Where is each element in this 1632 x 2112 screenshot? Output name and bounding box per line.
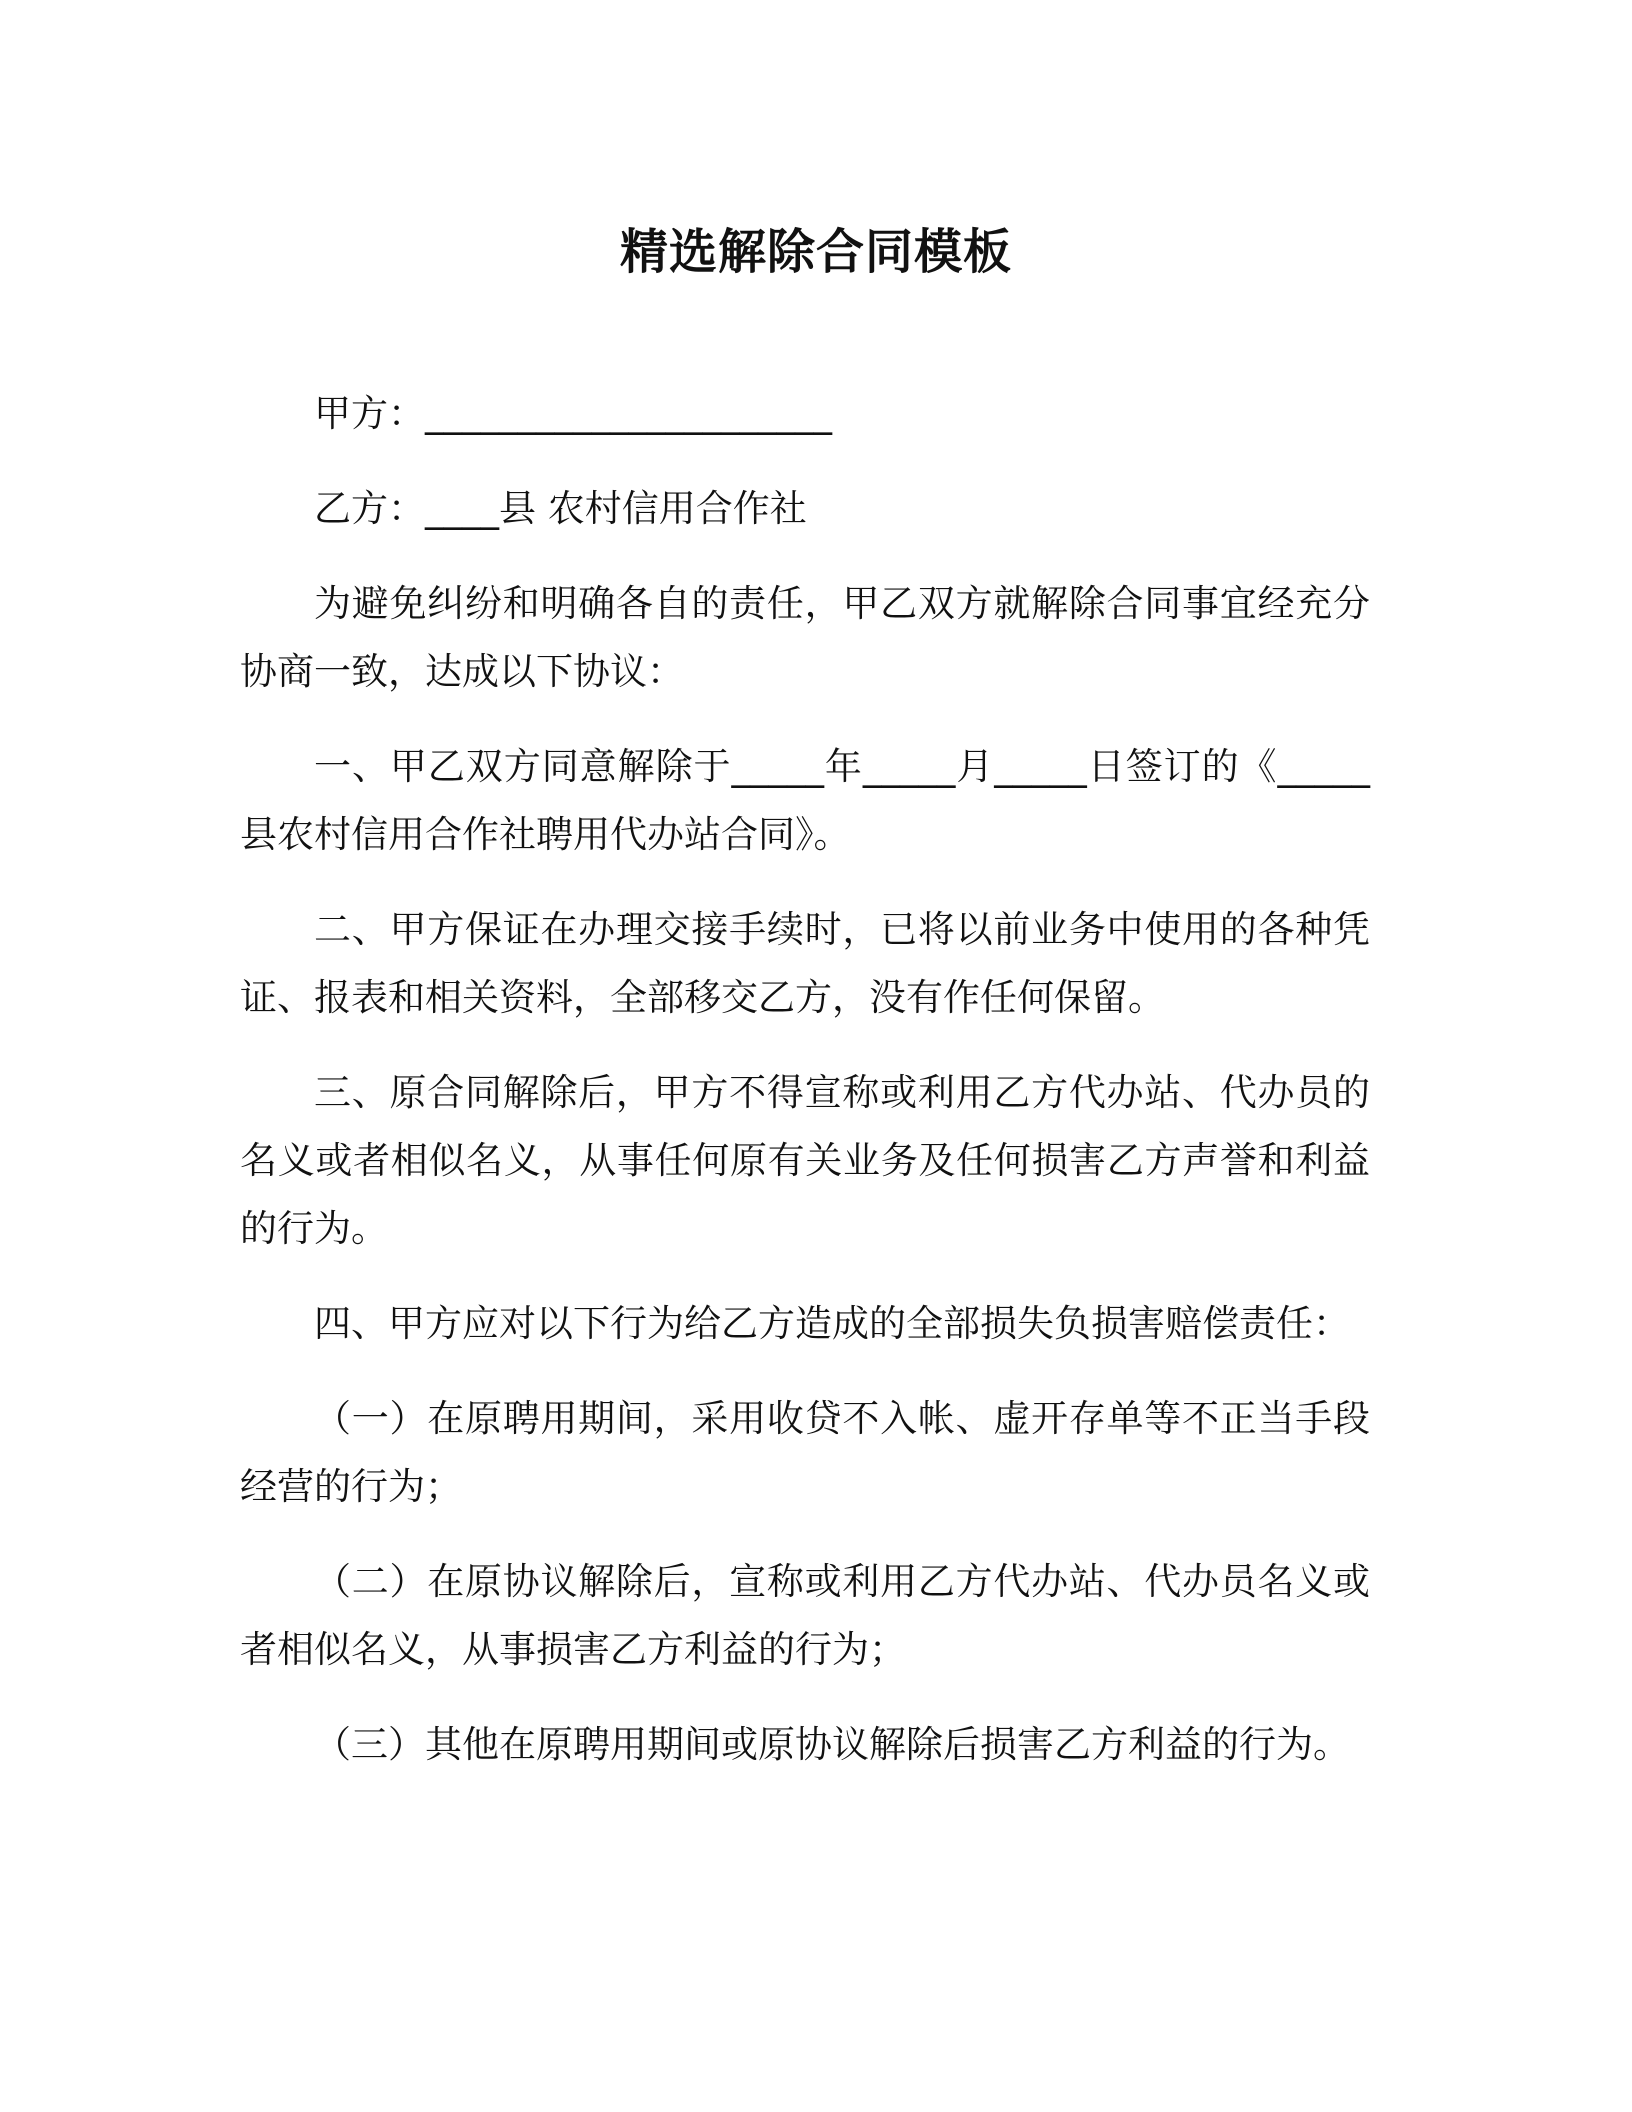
- sub-clause-3: （三）其他在原聘用期间或原协议解除后损害乙方利益的行为。: [314, 1723, 1350, 1766]
- party-a-label: 甲方：: [314, 392, 425, 435]
- sub-clause-2: （二）在原协议解除后，宣称或利用乙方代办站、代办员名义或者相似名义，从事损害乙方利益的行为；: [240, 1560, 1370, 1671]
- document-body: [240, 380, 1370, 1806]
- party-a-line: [240, 380, 1370, 448]
- intro-paragraph: 为避免纠纷和明确各自的责任，甲乙双方就解除合同事宜经充分协商一致，达成以下协议：: [240, 582, 1370, 693]
- clause-2: 二、甲方保证在办理交接手续时，已将以前业务中使用的各种凭证、报表和相关资料，全部移交乙方，没有作任何保留。: [240, 908, 1370, 1019]
- party-b-line: 乙方：____县 农村信用合作社: [314, 487, 807, 530]
- clause-3: 三、原合同解除后，甲方不得宣称或利用乙方代办站、代办员的名义或者相似名义，从事任何原有关业务及任何损害乙方声誉和利益的行为。: [240, 1071, 1370, 1250]
- clause-1: 一、甲乙双方同意解除于_____年_____月_____日签订的《_____县农村信用合作社聘用代办站合同》。: [240, 745, 1370, 856]
- clause-4: 四、甲方应对以下行为给乙方造成的全部损失负损害赔偿责任：: [314, 1302, 1350, 1345]
- sub-clause-1: （一）在原聘用期间，采用收贷不入帐、虚开存单等不正当手段经营的行为；: [240, 1397, 1370, 1508]
- party-a-blank: ______________________: [425, 392, 832, 435]
- document-title: 精选解除合同模板: [619, 224, 1012, 280]
